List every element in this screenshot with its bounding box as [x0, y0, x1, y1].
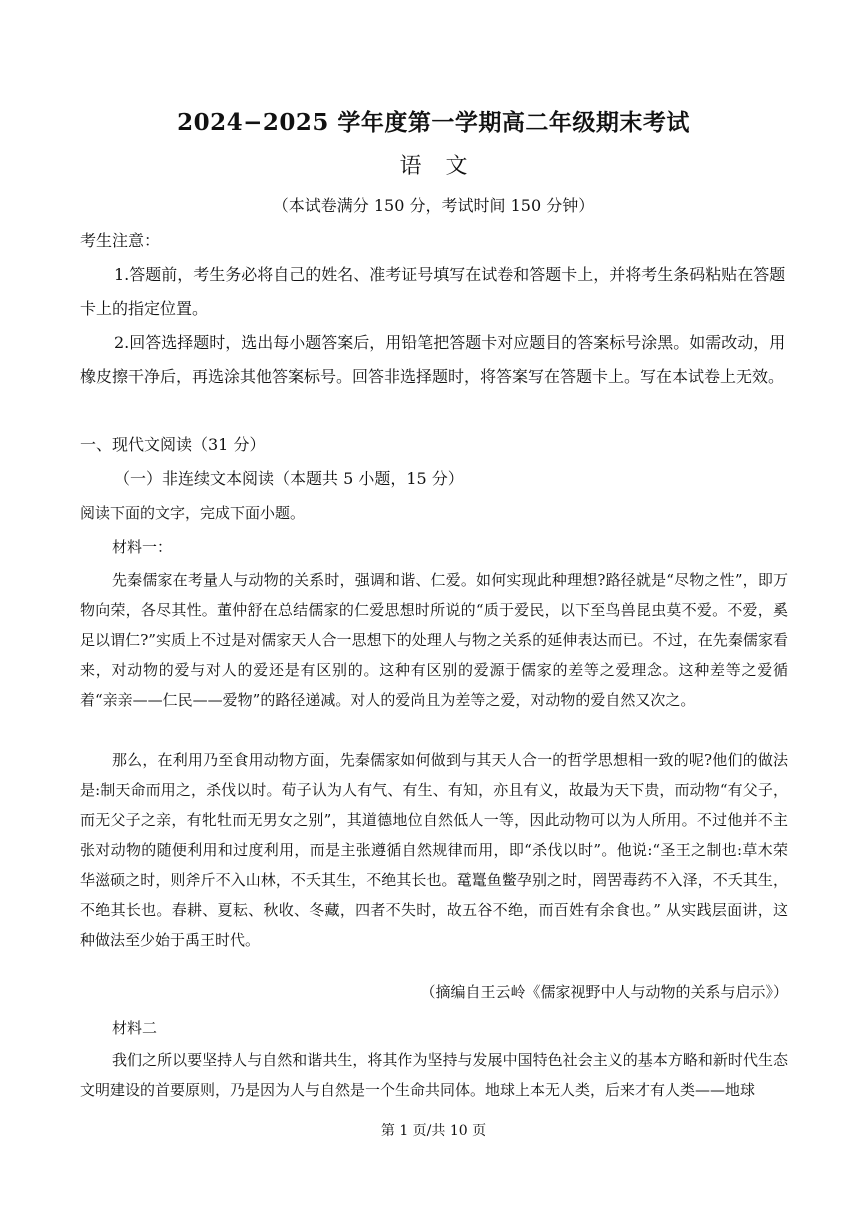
subject-title: 语文	[399, 154, 492, 179]
notice-item-2: 2.回答选择题时，选出每小题答案后，用铅笔把答题卡对应题目的答案标号涂黑。如需改动，用橡皮擦干净后，再选涂其他答案标号。回答非选择题时，将答案写在答题卡上。写在本试卷上无效。	[80, 333, 786, 386]
material-1-paragraph-1: 先秦儒家在考量人与动物的关系时，强调和谐、仁爱。如何实现此种理想?路径就是“尽物之性”，即万物向荣，各尽其性。董仲舒在总结儒家的仁爱思想时所说的“质于爱民，以下至鸟兽昆虫莫不爱。不爱，奚足以谓仁?”实质上不过是对儒家天人合一思想下的处理人与物之关系的延伸表达而已。不过，在先秦儒家看来，对动物的爱与对人的爱还是有区别的。这种有区别的爱源于儒家的差等之爱理念。这种差等之爱循着“亲亲——仁民——爱物”的路径递减。对人的爱尚且为差等之爱，对动物的爱自然又次之。	[80, 571, 788, 709]
reading-instruction: 阅读下面的文字，完成下面小题。	[80, 504, 306, 522]
notice-item-1: 1.答题前，考生务必将自己的姓名、准考证号填写在试卷和答题卡上，并将考生条码粘贴在答题卡上的指定位置。	[80, 265, 786, 318]
notice-heading: 考生注意：	[80, 231, 161, 250]
material-1-label: 材料一：	[112, 538, 173, 556]
material-2-label: 材料二	[112, 1019, 158, 1037]
section-sub-heading: （一）非连续文本阅读（本题共 5 小题，15 分）	[114, 469, 464, 488]
exam-title: 2024−2025 学年度第一学期高二年级期末考试	[177, 109, 690, 136]
material-1-source: （摘编自王云岭《儒家视野中人与动物的关系与启示》）	[420, 983, 788, 1001]
page-number: 第 1 页/共 10 页	[380, 1123, 487, 1139]
exam-info: （本试卷满分 150 分，考试时间 150 分钟）	[272, 196, 595, 215]
material-1-paragraph-2: 那么，在利用乃至食用动物方面，先秦儒家如何做到与其天人合一的哲学思想相一致的呢?他们的做法是:制天命而用之，杀伐以时。荀子认为人有气、有生、有知，亦且有义，故最为天下贵，而动物“有父子，而无父子之亲，有牝牡而无男女之别”，其道德地位自然低人一等，因此动物可以为人所用。不过他并不主张对动物的随便利用和过度利用，而是主张遵循自然规律而用，即“杀伐以时”。他说:“圣王之制也:草木荣华滋硕之时，则斧斤不入山林，不夭其生，不绝其长也。鼋鼍鱼鳖孕别之时，罔罟毒药不入泽，不夭其生，不绝其长也。春耕、夏耘、秋收、冬藏，四者不失时，故五谷不绝，而百姓有余食也。” 从实践层面讲，这种做法至少始于禹王时代。	[80, 751, 788, 949]
section-heading: 一、现代文阅读（31 分）	[80, 435, 266, 454]
material-2-paragraph-1: 我们之所以要坚持人与自然和谐共生，将其作为坚持与发展中国特色社会主义的基本方略和新时代生态文明建设的首要原则，乃是因为人与自然是一个生命共同体。地球上本无人类，后来才有人类——地球	[80, 1051, 788, 1099]
